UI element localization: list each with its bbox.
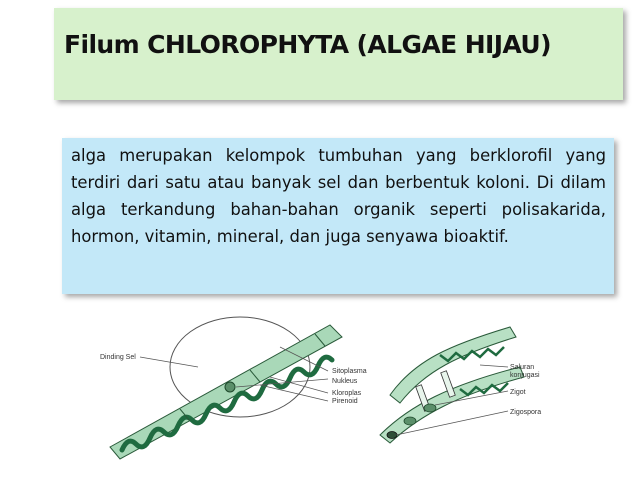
zygote-shape xyxy=(404,417,416,425)
label-pirenoid: Pirenoid xyxy=(332,398,358,405)
zygospore-shape xyxy=(387,432,397,439)
body-paragraph: alga merupakan kelompok tumbuhan yang berklorofil yang terdiri dari satu atau banyak sel dan berbentuk koloni. Di dilam alga terkandung bahan-bahan organik seperti polisakarida, hormon, vitamin, mineral, dan juga senyawa bioaktif. xyxy=(71,146,606,246)
zygote-shape xyxy=(424,404,436,412)
filament-diagram-left xyxy=(100,317,367,459)
label-zigospora: Zigospora xyxy=(510,409,542,416)
leader-line xyxy=(480,365,508,367)
title-box xyxy=(54,8,623,100)
label-kloroplas: Kloroplas xyxy=(332,390,362,397)
label-dinding-sel: Dinding Sel xyxy=(100,354,136,361)
filament-tube xyxy=(110,325,342,459)
body-text-box xyxy=(62,138,614,294)
label-konjugasi: konjugasi xyxy=(510,372,540,379)
spirogyra-illustration xyxy=(80,305,550,475)
label-zigot: Zigot xyxy=(510,389,526,396)
slide-title: Filum CHLOROPHYTA (ALGAE HIJAU) xyxy=(64,30,551,59)
lower-filament xyxy=(380,367,524,443)
label-nukleus: Nukleus xyxy=(332,378,358,385)
label-saluran: Saluran xyxy=(510,364,535,371)
conjugation-diagram-right xyxy=(380,327,541,443)
leader-line xyxy=(140,357,198,367)
label-sitoplasma: Sitoplasma xyxy=(332,368,367,375)
nucleus-shape xyxy=(225,382,235,392)
chloroplast-spiral xyxy=(122,357,332,450)
